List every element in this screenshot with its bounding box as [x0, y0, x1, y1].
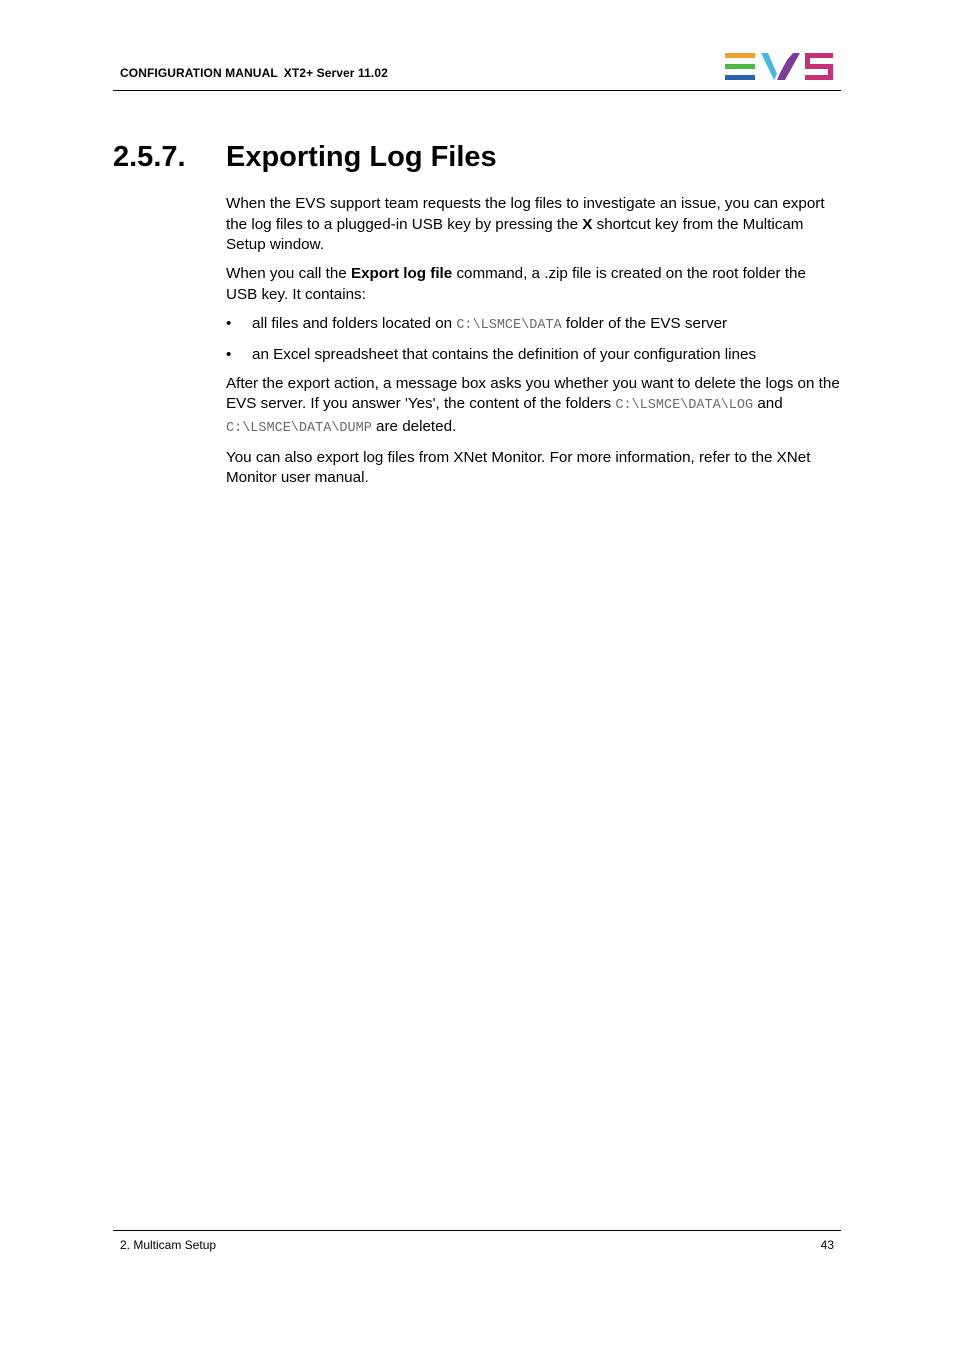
path-dump-folder: C:\LSMCE\DATA\DUMP — [226, 420, 372, 436]
footer-chapter: 2. Multicam Setup — [120, 1238, 217, 1252]
logo-e-bar-bottom — [725, 75, 755, 80]
list-item: • all files and folders located on C:\LSMCE\DATA folder of the EVS server — [226, 314, 728, 333]
manual-name: CONFIGURATION MANUAL — [120, 66, 278, 80]
page-number: 43 — [820, 1238, 834, 1252]
section-body — [226, 194, 841, 497]
paragraph-delete-logs: After the export action, a message box asks you whether you want to delete the logs on the EVS server. If you answer 'Yes', the content of the folders C:\LSMCE\DATA\LOG and C:\LSMCE\DATA\DUMP are deleted. — [226, 374, 840, 436]
logo-e-bar-top — [725, 53, 755, 58]
product-name: XT2+ Server 11.02 — [283, 66, 388, 80]
path-log-folder: C:\LSMCE\DATA\LOG — [615, 398, 754, 413]
section-number: 2.5.7. — [113, 141, 186, 173]
header-divider — [113, 90, 841, 91]
footer-divider — [113, 1230, 841, 1231]
shortcut-key: X — [582, 215, 593, 233]
path-data-folder: C:\LSMCE\DATA — [456, 317, 562, 333]
paragraph-export-command: When you call the Export log file command, a .zip file is created on the root folder the USB key. It contains: — [226, 265, 806, 303]
header-title — [120, 66, 388, 80]
logo-v-right — [777, 53, 800, 80]
evs-logo — [725, 52, 835, 82]
list-item: • an Excel spreadsheet that contains the definition of your configuration lines — [226, 345, 841, 366]
paragraph-usb-export: When the EVS support team requests the log files to investigate an issue, you can export the log files to a plugged-in USB key by pressing the X shortcut key from the Multicam Setup window. — [226, 195, 825, 253]
bullet-marker: • — [226, 345, 232, 363]
command-name: Export log file — [350, 265, 453, 282]
logo-v-left — [761, 53, 777, 80]
zip-contents-list — [226, 314, 841, 366]
logo-s — [805, 53, 833, 80]
paragraph-xnet-monitor: You can also export log files from XNet Monitor. For more information, refer to the XNet Monitor user manual. — [226, 448, 811, 486]
bullet-marker: • — [226, 314, 232, 332]
section-title: Exporting Log Files — [226, 141, 497, 173]
logo-e-bar-middle — [725, 64, 755, 69]
